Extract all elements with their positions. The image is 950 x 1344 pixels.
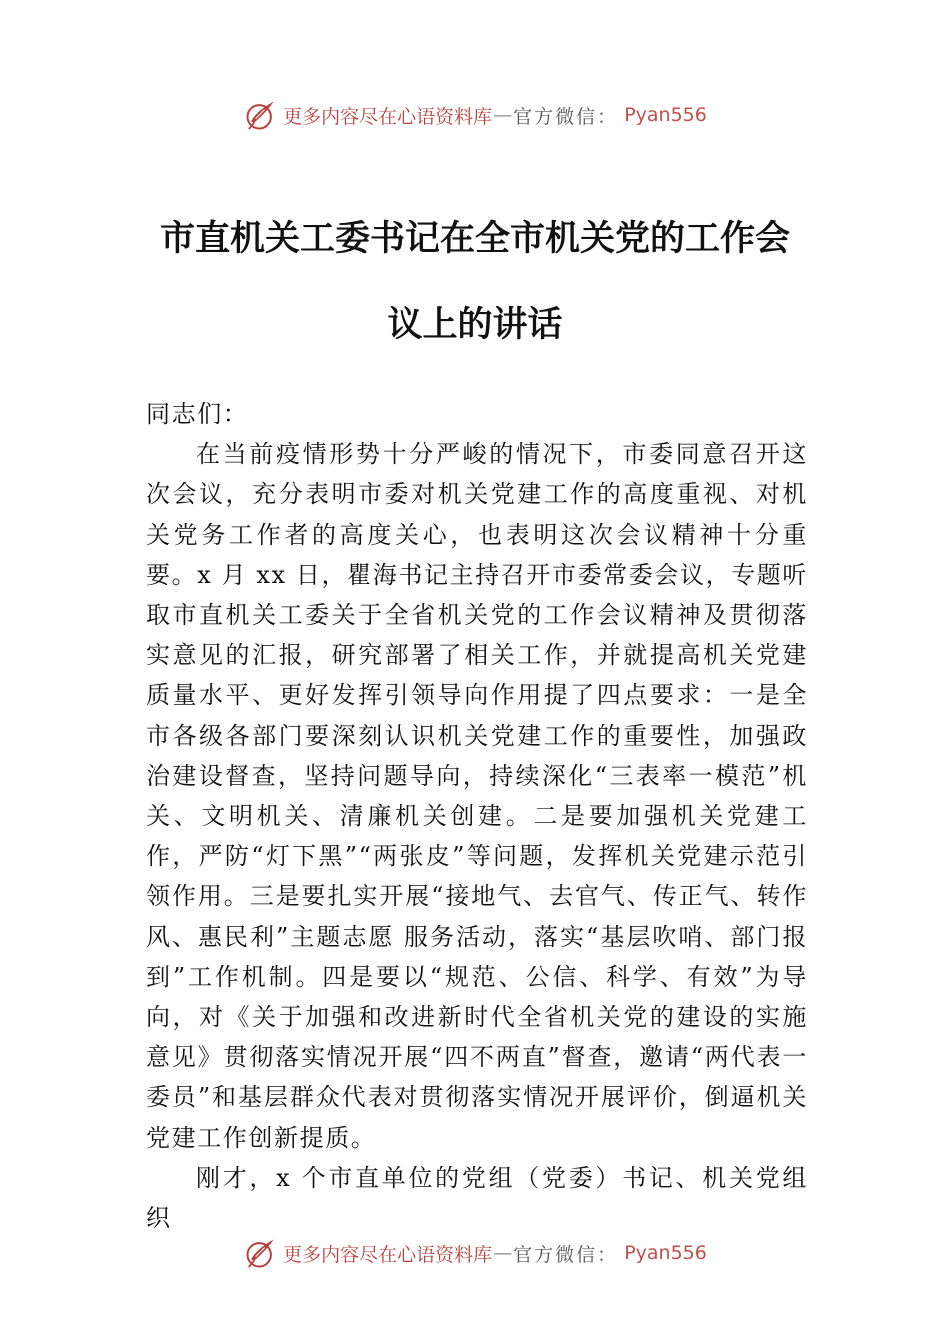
watermark-wechat-id: Pyan556 [624,104,707,126]
quill-logo-icon [243,97,279,133]
title-line-1: 市直机关工委书记在全市机关党的工作会 [159,218,790,259]
paragraph-1: 在当前疫情形势十分严峻的情况下，市委同意召开这次会议，充分表明市委对机关党建工作的高度重视、对机关党务工作者的高度关心，也表明这次会议精神十分重要。x 月 xx 日，瞿海书记主持召开市委常委会议，专题听取市直机关工委关于全省机关党的工作会议精神及贯彻落实意见的汇报，研究部署了相关工作，并就提高机关党建质量水平、更好发挥引领导向作用提了四点要求：一是全市各级各部门要深刻认识机关党建工作的重要性，加强政治建设督查，坚持问题导向，持续深化“三表率一模范”机关、文明机关、清廉机关创建。二是要加强机关党建工作，严防“灯下黑”“两张皮”等问题，发挥机关党建示范引领作用。三是要扎实开展“接地气、去官气、传正气、转作风、惠民利”主题志愿 服务活动，落实“基层吹哨、部门报到”工作机制。四是要以“规范、公信、科学、有效”为导向，对《关于加强和改进新时代全省机关党的建设的实施意见》贯彻落实情况开展“四不两直”督查，邀请“两代表一委员”和基层群众代表对贯彻落实情况开展评价，倒逼机关党建工作创新提质。 [146,440,808,1152]
watermark-separator: — [493,1242,513,1264]
watermark-main-text: 更多内容尽在心语资料库 [283,105,493,128]
document-body [146,394,808,1238]
watermark-main-text: 更多内容尽在心语资料库 [283,1243,493,1266]
quill-logo-icon [243,1235,279,1271]
header-watermark [0,95,950,135]
watermark-wechat-id: Pyan556 [624,1242,707,1264]
watermark-label: 官方微信： [513,1243,619,1266]
watermark-label: 官方微信： [513,105,619,128]
watermark-separator: — [493,104,513,126]
document-title [0,196,950,368]
title-line-2: 议上的讲话 [387,304,563,345]
paragraph-2: 刚才，x 个市直单位的党组（党委）书记、机关党组织 [146,1163,808,1233]
footer-watermark [0,1233,950,1273]
salutation: 同志们： [146,400,249,428]
